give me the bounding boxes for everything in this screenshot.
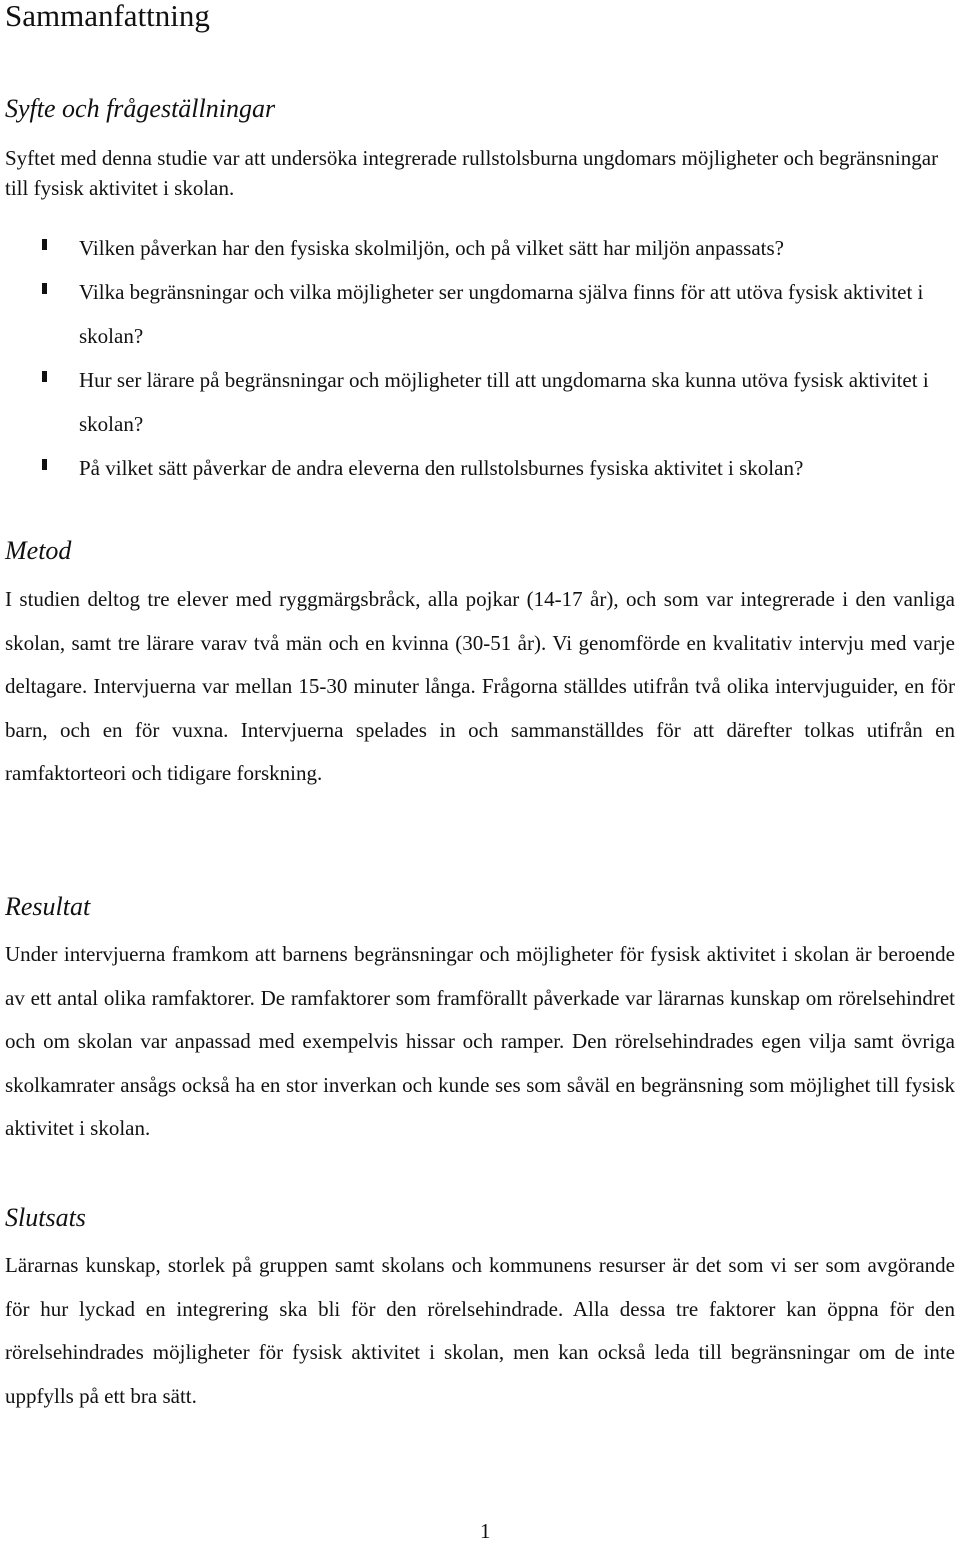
resultat-text: Under intervjuerna framkom att barnens begränsningar och möjligheter för fysisk aktivitet i skolan är beroende av ett antal olika ramfaktorer. De ramfaktorer som framförallt påverkade var lärarnas kunskap om rörelsehindret och om skolan var anpassad med exempelvis hissar och ramper. Den rörelsehindrades egen vilja samt övriga skolkamrater ansågs också ha en stor inverkan och kunde ses som såväl en begränsning som möjlighet till fysisk aktivitet i skolan. <box>5 942 955 1141</box>
square-bullet-icon <box>42 239 47 250</box>
metod-text: I studien deltog tre elever med ryggmärgsbråck, alla pojkar (14-17 år), och som var integrerade i den vanliga skolan, samt tre lärare varav två män och en kvinna (30-51 år). Vi genomförde en kvalitativ intervju med varje deltagare. Intervjuerna var mellan 15-30 minuter långa. Frågorna ställdes utifrån två olika intervjuguider, en för barn, och en för vuxna. Intervjuerna spelades in och sammanställdes för att därefter tolkas utifrån en ramfaktorteori och tidigare forskning. <box>5 587 955 786</box>
list-item <box>5 270 945 358</box>
syfte-intro: Syftet med denna studie var att undersöka integrerade rullstolsburna ungdomars möjligheter och begränsningar till fysisk aktivitet i skolan. <box>5 146 939 200</box>
resultat-heading: Resultat <box>5 892 91 921</box>
square-bullet-icon <box>42 459 47 470</box>
list-item <box>5 358 945 446</box>
list-item <box>5 226 945 270</box>
question-text: Vilka begränsningar och vilka möjligheter ser ungdomarna själva finns för att utöva fysisk aktivitet i skolan? <box>79 280 924 348</box>
question-text: Hur ser lärare på begränsningar och möjligheter till att ungdomarna ska kunna utöva fysisk aktivitet i skolan? <box>79 368 929 436</box>
question-text: På vilket sätt påverkar de andra eleverna den rullstolsburnes fysiska aktivitet i skolan? <box>79 456 804 480</box>
slutsats-text: Lärarnas kunskap, storlek på gruppen samt skolans och kommunens resurser är det som vi ser som avgörande för hur lyckad en integrering ska bli för den rörelsehindrade. Alla dessa tre faktorer kan öppna för den rörelsehindrades möjligheter för fysisk aktivitet i skolan, men kan också leda till begränsningar om de inte uppfylls på ett bra sätt. <box>5 1253 955 1408</box>
square-bullet-icon <box>42 371 47 382</box>
slutsats-heading: Slutsats <box>5 1203 86 1232</box>
syfte-heading: Syfte och frågeställningar <box>5 94 276 123</box>
list-item <box>5 446 945 490</box>
question-text: Vilken påverkan har den fysiska skolmiljön, och på vilket sätt har miljön anpassats? <box>79 236 784 260</box>
page-title: Sammanfattning <box>5 0 210 33</box>
research-questions-list <box>5 226 945 490</box>
metod-heading: Metod <box>5 536 72 565</box>
square-bullet-icon <box>42 283 47 294</box>
page-number: 1 <box>480 1519 491 1543</box>
